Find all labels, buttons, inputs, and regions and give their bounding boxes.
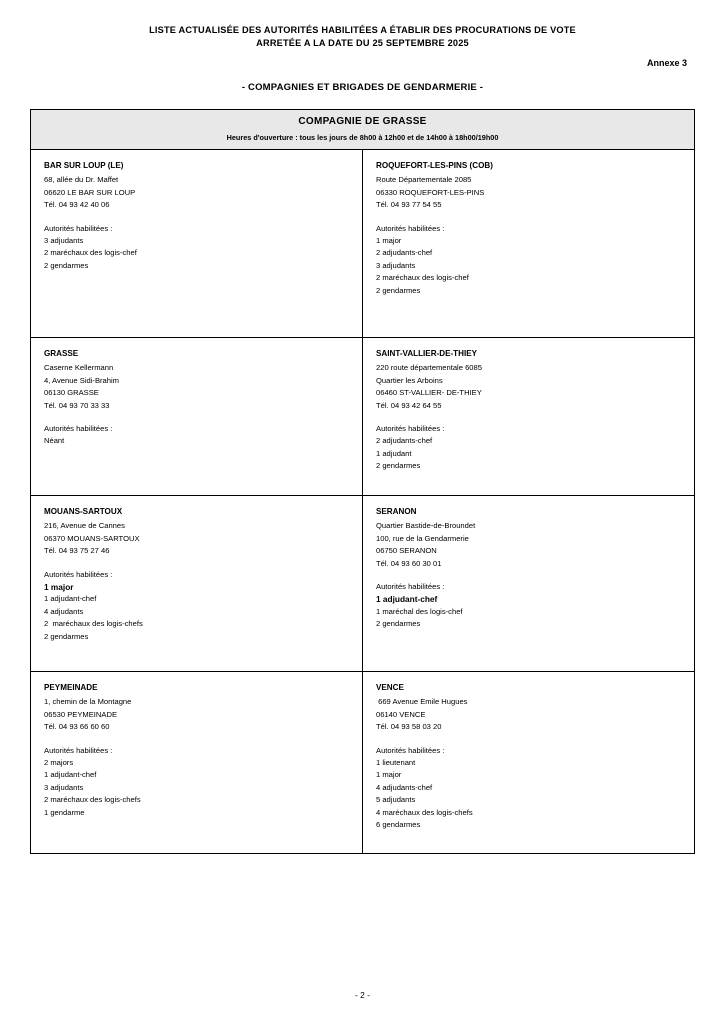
authority-item: 2 maréchaux des logis-chefs bbox=[44, 619, 143, 629]
authorities-label: Autorités habilitées : bbox=[376, 745, 445, 755]
unit-address-line: Route Départementale 2085 bbox=[376, 175, 472, 185]
authority-item: 2 maréchaux des logis-chef bbox=[376, 273, 469, 283]
unit-address-line: 4, Avenue Sidi-Brahim bbox=[44, 375, 119, 385]
authority-item: 2 gendarmes bbox=[44, 260, 89, 270]
unit-address-line: Quartier Bastide-de-Broundet bbox=[376, 521, 476, 531]
unit-address-line: 100, rue de la Gendarmerie bbox=[376, 533, 469, 543]
table-header-cell bbox=[31, 110, 695, 150]
authorities-label: Autorités habilitées : bbox=[44, 424, 113, 434]
table-row bbox=[31, 338, 695, 496]
authority-item: 1 adjudant-chef bbox=[44, 594, 97, 604]
unit-name: SAINT-VALLIER-DE-THIEY bbox=[376, 349, 478, 358]
authority-item: 1 gendarme bbox=[44, 807, 85, 817]
unit-phone: Tél. 04 93 60 30 01 bbox=[376, 558, 442, 568]
authority-item: 2 gendarmes bbox=[376, 285, 421, 295]
unit-phone: Tél. 04 93 58 03 20 bbox=[376, 722, 442, 732]
authority-item: 1 major bbox=[376, 236, 402, 246]
unit-address-line: 220 route départementale 6085 bbox=[376, 363, 482, 373]
authorities-label: Autorités habilitées : bbox=[44, 569, 113, 579]
unit-name: SERANON bbox=[376, 507, 417, 516]
table-row bbox=[31, 150, 695, 338]
authority-item: 1 lieutenant bbox=[376, 758, 416, 768]
unit-address-line: 68, allée du Dr. Maffet bbox=[44, 175, 119, 185]
authority-item: 3 adjudants bbox=[376, 260, 416, 270]
annexe-label: Annexe 3 bbox=[646, 58, 687, 68]
document-title bbox=[60, 24, 665, 50]
unit-phone: Tél. 04 93 66 60 60 bbox=[44, 722, 110, 732]
authorities-label: Autorités habilitées : bbox=[376, 582, 445, 592]
authority-item: 2 majors bbox=[44, 758, 74, 768]
unit-phone: Tél. 04 93 77 54 55 bbox=[376, 200, 442, 210]
authorities-label: Autorités habilitées : bbox=[44, 745, 113, 755]
unit-cell-roquefort-les-pins bbox=[363, 150, 695, 338]
unit-address-line: 06330 ROQUEFORT-LES-PINS bbox=[376, 187, 485, 197]
authority-item: 6 gendarmes bbox=[376, 820, 421, 830]
unit-address-line: 1, chemin de la Montagne bbox=[44, 697, 132, 707]
compagnie-title: COMPAGNIE DE GRASSE bbox=[298, 116, 427, 127]
unit-name: BAR SUR LOUP (LE) bbox=[44, 161, 124, 170]
authority-item: 4 adjudants bbox=[44, 606, 84, 616]
table-row bbox=[31, 496, 695, 672]
page-footer: - 2 - bbox=[355, 990, 370, 1000]
unit-cell-mouans-sartoux bbox=[31, 496, 363, 672]
authority-item: 2 maréchaux des logis-chefs bbox=[44, 795, 141, 805]
authorities-label: Autorités habilitées : bbox=[376, 424, 445, 434]
unit-cell-bar-sur-loup bbox=[31, 150, 363, 338]
document-title-line-1: LISTE ACTUALISÉE DES AUTORITÉS HABILITÉES A ÉTABLIR DES PROCURATIONS DE VOTE bbox=[149, 25, 576, 35]
unit-name: MOUANS-SARTOUX bbox=[44, 507, 123, 516]
authority-item: 3 adjudants bbox=[44, 782, 84, 792]
document-title-line-2: ARRETÉE A LA DATE DU 25 SEPTEMBRE 2025 bbox=[256, 38, 469, 48]
unit-phone: Tél. 04 93 42 64 55 bbox=[376, 400, 442, 410]
authority-item: 3 adjudants bbox=[44, 236, 84, 246]
unit-address-line: Caserne Kellermann bbox=[44, 363, 114, 373]
authority-item: 2 gendarmes bbox=[44, 631, 89, 641]
unit-phone: Tél. 04 93 42 40 06 bbox=[44, 200, 110, 210]
unit-name: PEYMEINADE bbox=[44, 683, 98, 692]
unit-name: GRASSE bbox=[44, 349, 79, 358]
unit-cell-seranon bbox=[363, 496, 695, 672]
unit-cell-saint-vallier-de-thiey bbox=[363, 338, 695, 496]
unit-name: ROQUEFORT-LES-PINS (COB) bbox=[376, 161, 493, 170]
authority-item: 1 maréchal des logis-chef bbox=[376, 606, 463, 616]
authorities-label: Autorités habilitées : bbox=[44, 223, 113, 233]
authority-item: Néant bbox=[44, 436, 65, 446]
unit-cell-grasse bbox=[31, 338, 363, 496]
unit-address-line: 06140 VENCE bbox=[376, 709, 426, 719]
authority-item: 1 major bbox=[376, 770, 402, 780]
unit-address-line: 06530 PEYMEINADE bbox=[44, 709, 118, 719]
unit-address-line: 216, Avenue de Cannes bbox=[44, 521, 125, 531]
authority-item: 1 adjudant-chef bbox=[376, 594, 438, 605]
authority-item: 1 adjudant bbox=[376, 448, 412, 458]
unit-address-line: 06370 MOUANS-SARTOUX bbox=[44, 533, 140, 543]
unit-address-line: 06460 ST-VALLIER- DE-THIEY bbox=[376, 388, 482, 398]
authority-item: 2 gendarmes bbox=[376, 461, 421, 471]
authority-item: 2 gendarmes bbox=[376, 619, 421, 629]
table-header-row bbox=[31, 110, 695, 150]
opening-hours: Heures d'ouverture : tous les jours de 8h00 à 12h00 et de 14h00 à 18h00/19h00 bbox=[226, 133, 499, 142]
authority-item: 2 maréchaux des logis-chef bbox=[44, 248, 137, 258]
unit-phone: Tél. 04 93 75 27 46 bbox=[44, 546, 110, 556]
document-subtitle: - COMPAGNIES ET BRIGADES DE GENDARMERIE - bbox=[241, 82, 484, 93]
unit-address-line: 06130 GRASSE bbox=[44, 388, 99, 398]
unit-address-line: 06750 SERANON bbox=[376, 546, 437, 556]
authorities-label: Autorités habilitées : bbox=[376, 223, 445, 233]
authority-item: 1 adjudant-chef bbox=[44, 770, 97, 780]
unit-address-line: Quartier les Arboins bbox=[376, 375, 443, 385]
unit-address-line: 669 Avenue Emile Hugues bbox=[376, 697, 468, 707]
authority-item: 2 adjudants-chef bbox=[376, 436, 433, 446]
authority-item: 4 maréchaux des logis-chefs bbox=[376, 807, 473, 817]
unit-cell-peymeinade bbox=[31, 672, 363, 854]
gendarmerie-table bbox=[30, 109, 695, 854]
unit-cell-vence bbox=[363, 672, 695, 854]
unit-name: VENCE bbox=[376, 683, 404, 692]
unit-address-line: 06620 LE BAR SUR LOUP bbox=[44, 187, 136, 197]
authority-item: 4 adjudants-chef bbox=[376, 782, 433, 792]
authority-item: 5 adjudants bbox=[376, 795, 416, 805]
unit-phone: Tél. 04 93 70 33 33 bbox=[44, 400, 110, 410]
authority-item: 2 adjudants-chef bbox=[376, 248, 433, 258]
table-row bbox=[31, 672, 695, 854]
authority-item: 1 major bbox=[44, 582, 74, 593]
